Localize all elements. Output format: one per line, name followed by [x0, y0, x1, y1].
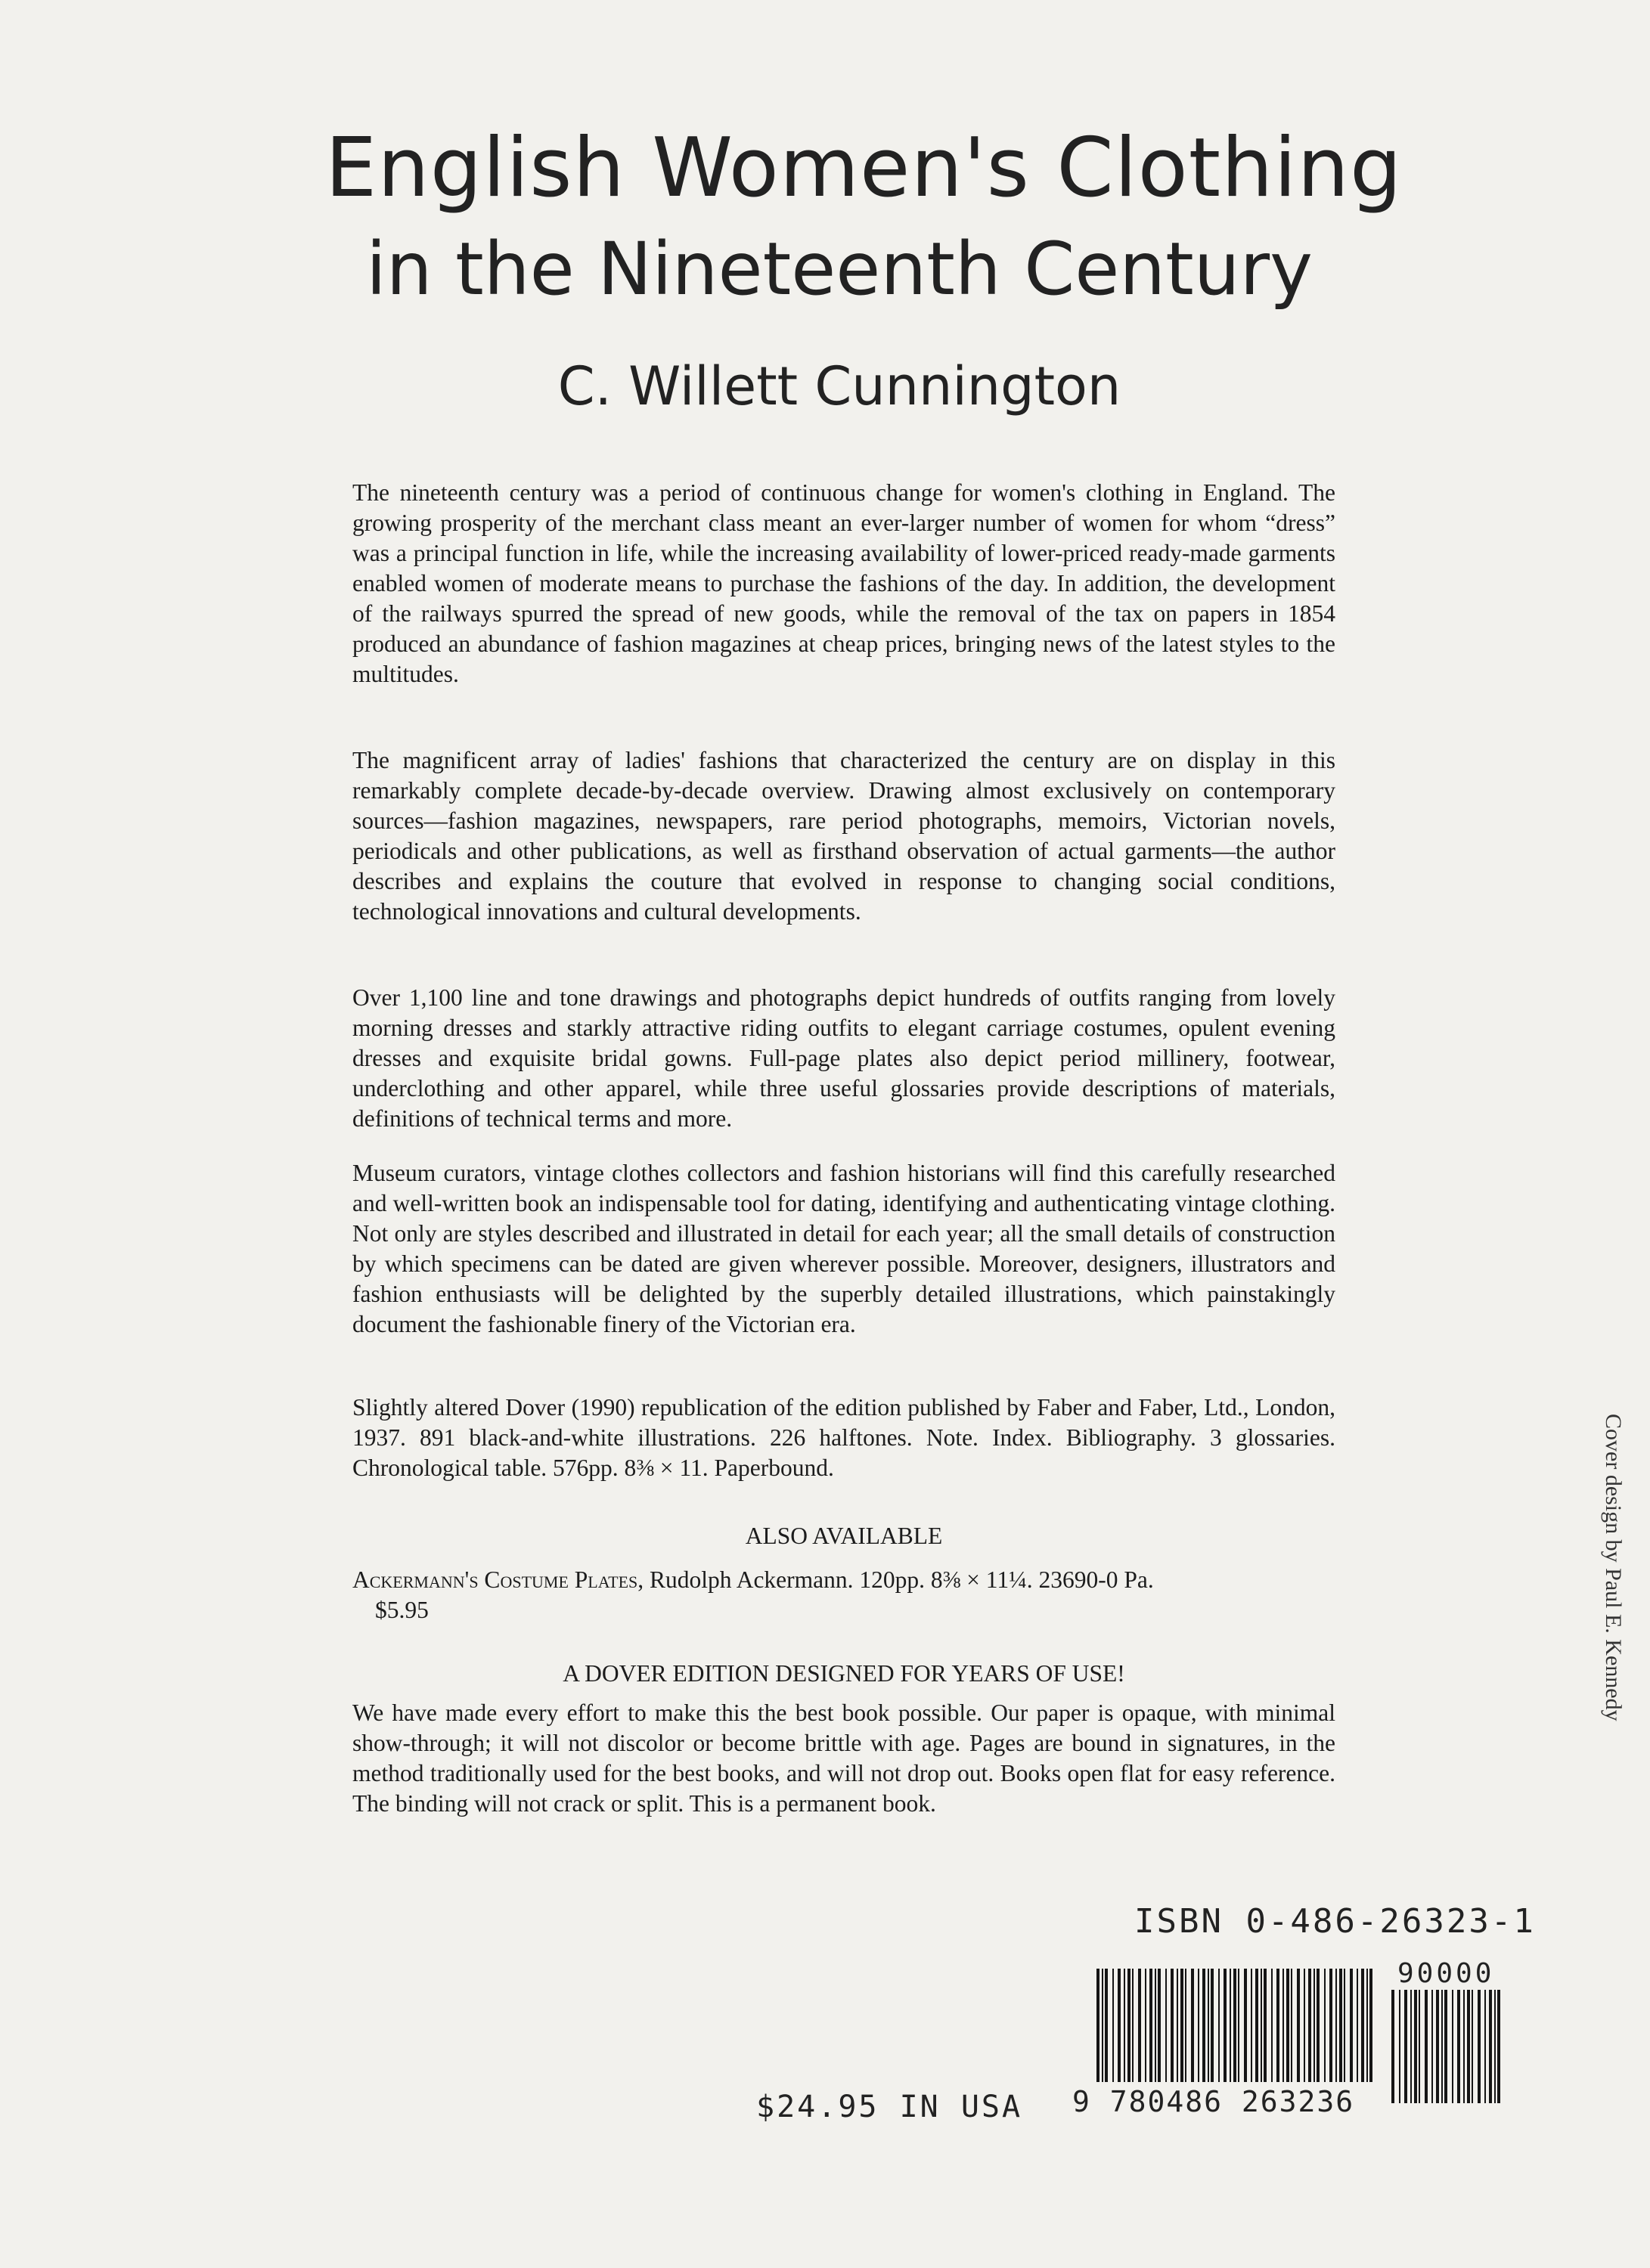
- description-paragraph-2: The magnificent array of ladies' fashions that characterized the century are on display in this remarkably complete decade-by-decade overview. Drawing almost exclusively on contemporary sources—fashion magazines, newspapers, rare period photographs, memoirs, Victorian novels, periodicals and other publications, as well as firsthand observation of actual garments—the author describes and explains the couture that evolved in response to changing social conditions, technological innovations and cultural developments.: [352, 747, 1335, 925]
- dover-edition-heading: A DOVER EDITION DESIGNED FOR YEARS OF USE!: [563, 1660, 1125, 1687]
- also-available-title: Ackermann's Costume Plates,: [352, 1566, 644, 1593]
- description-paragraph-4: Museum curators, vintage clothes collectors and fashion historians will find this carefully researched and well-written book an indispensable tool for dating, identifying and authenticating vintage clothing. Not only are styles described and illustrated in detail for each year; all the small details of construction by which specimens can be dated are given wherever possible. Moreover, designers, illustrators and fashion enthusiasts will be delighted by the superbly detailed illustrations, which painstakingly document the fashionable finery of the Victorian era.: [352, 1160, 1335, 1337]
- publication-details: Slightly altered Dover (1990) republication of the edition published by Faber and Faber, Ltd., London, 1937. 891 black-and-white illustrations. 226 halftones. Note. Index. Bibliography. 3 glossaries. Chronological table. 576pp. 8⅜ × 11. Paperbound.: [352, 1394, 1335, 1481]
- price-label: $24.95 IN USA: [756, 2090, 1023, 2124]
- cover-design-credit: Cover design by Paul E. Kennedy: [1601, 1414, 1626, 1721]
- title-line-1: English Women's Clothing: [325, 121, 1403, 215]
- author-name: C. Willett Cunnington: [557, 355, 1121, 417]
- isbn-label: ISBN 0-486-26323-1: [1134, 1902, 1536, 1941]
- barcode-main-icon: [1095, 1969, 1376, 2082]
- also-available-details: Rudolph Ackermann. 120pp. 8⅜ × 11¼. 23690-0 Pa.: [644, 1566, 1154, 1593]
- also-available-price: $5.95: [375, 1597, 429, 1623]
- also-available-heading: ALSO AVAILABLE: [745, 1523, 943, 1549]
- title-line-2: in the Nineteenth Century: [366, 227, 1313, 311]
- barcode-addon-icon: [1390, 1990, 1508, 2103]
- also-available-item: [352, 1565, 1335, 1625]
- barcode-ean-digits: 9 780486 263236: [1072, 2085, 1355, 2118]
- dover-edition-text: We have made every effort to make this the best book possible. Our paper is opaque, with minimal show-through; it will not discolor or become brittle with age. Pages are bound in signatures, in the method traditionally used for the best books, and will not drop out. Books open flat for easy reference. The binding will not crack or split. This is a permanent book.: [352, 1699, 1335, 1817]
- description-paragraph-3: Over 1,100 line and tone drawings and photographs depict hundreds of outfits ranging from lovely morning dresses and starkly attractive riding outfits to elegant carriage costumes, opulent evening dresses and exquisite bridal gowns. Full-page plates also depict period millinery, footwear, underclothing and other apparel, while three useful glossaries provide descriptions of materials, definitions of technical terms and more.: [352, 984, 1335, 1132]
- description-paragraph-1: The nineteenth century was a period of continuous change for women's clothing in England. The growing prosperity of the merchant class meant an ever-larger number of women for whom “dress” was a principal function in life, while the increasing availability of lower-priced ready-made garments enabled women of moderate means to purchase the fashions of the day. In addition, the development of the railways spurred the spread of new goods, while the removal of the tax on papers in 1854 produced an abundance of fashion magazines at cheap prices, bringing news of the latest styles to the multitudes.: [352, 479, 1335, 687]
- barcode-addon-digits: 90000: [1397, 1958, 1495, 1989]
